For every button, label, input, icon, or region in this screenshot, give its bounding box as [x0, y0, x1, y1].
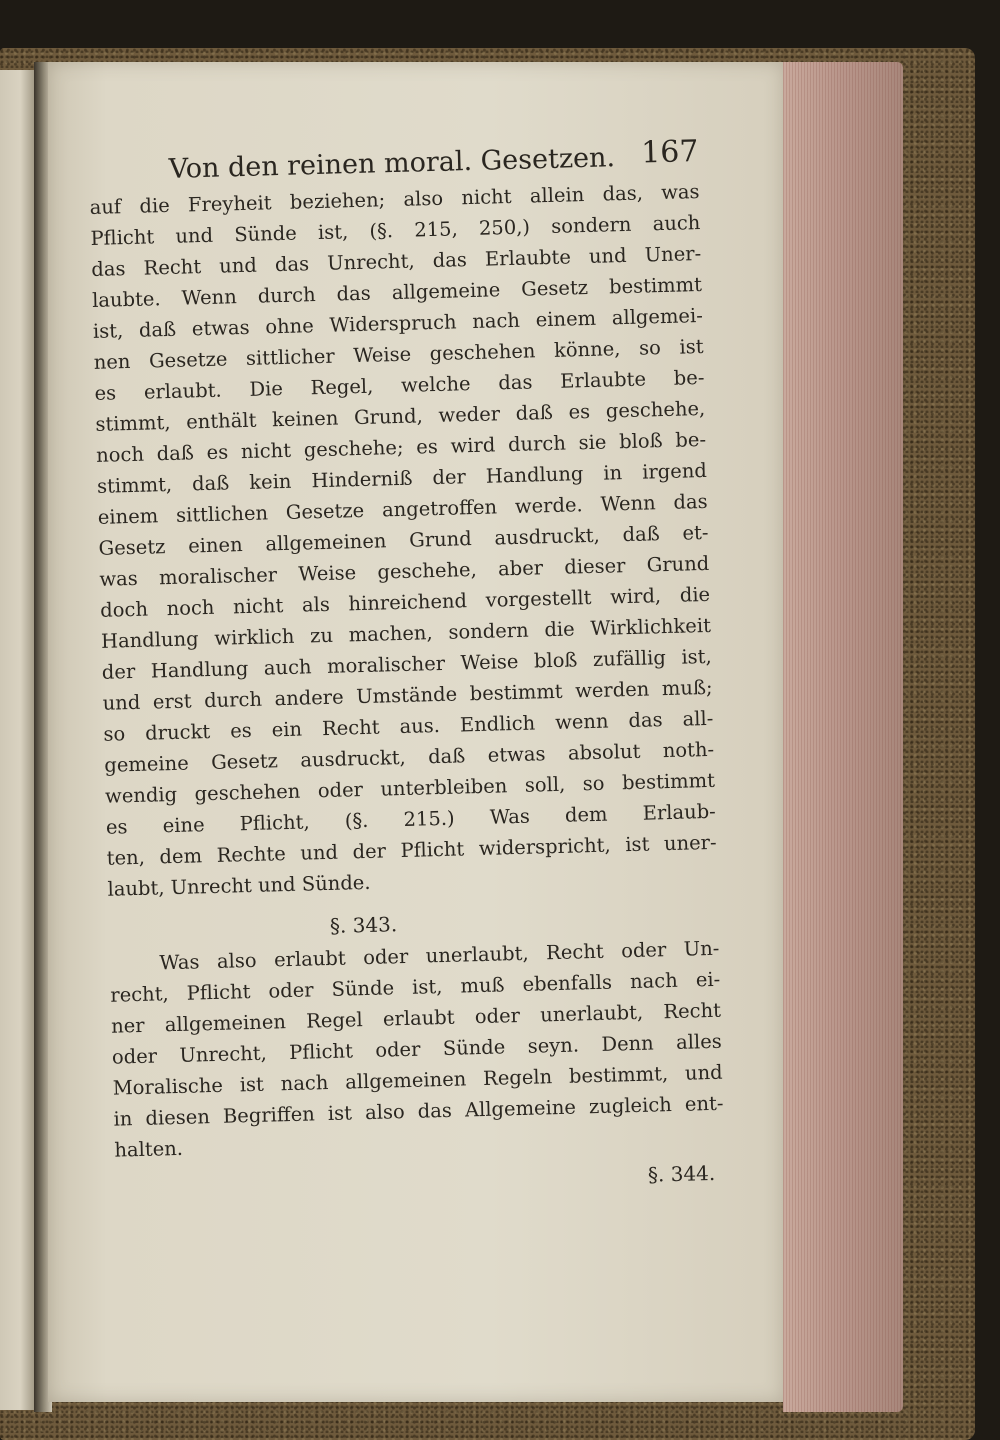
text-line: oder Unrecht, Pflicht oder Sünde seyn. Denn alles	[111, 1029, 723, 1069]
text-line: Pflicht und Sünde ist, (§. 215, 250,) sondern auch	[90, 211, 701, 250]
text-line: es erlaubt. Die Regel, welche das Erlaubte be-	[94, 365, 705, 405]
text-line: das Recht und das Unrecht, das Erlaubte und Uner-	[91, 241, 702, 281]
page-edges	[783, 62, 903, 1412]
text-line: ten, dem Rechte und der Pflicht widerspricht, ist uner-	[106, 830, 717, 870]
text-line: laubte. Wenn durch das allgemeine Gesetz bestimmt	[91, 272, 703, 312]
facing-page-edge	[0, 70, 36, 1410]
text-line: der Handlung auch moralischer Weise bloß zufällig ist,	[101, 644, 712, 684]
paragraph-1	[89, 176, 717, 905]
text-line: stimmt, enthält keinen Grund, weder daß es geschehe,	[95, 396, 706, 436]
text-line: laubt, Unrecht und Sünde.	[107, 870, 371, 901]
catchword: §. 344.	[647, 1160, 716, 1187]
text-line: Gesetz einen allgemeinen Grund ausdruckt, daß et-	[98, 520, 709, 560]
text-line: noch daß es nicht geschehe; es wird durch sie bloß be-	[95, 427, 707, 467]
text-line: auf die Freyheit beziehen; also nicht allein das, was	[89, 180, 700, 219]
text-line: stimmt, daß kein Hinderniß der Handlung in irgend	[96, 458, 708, 498]
text-line: nen Gesetze sittlicher Weise geschehen könne, so ist	[93, 334, 704, 374]
text-line: es eine Pflicht, (§. 215.) Was dem Erlaub-	[105, 799, 717, 839]
text-line: halten.	[114, 1136, 184, 1162]
text-line: ner allgemeinen Regel erlaubt oder unerlaubt, Recht	[110, 998, 722, 1038]
text-line: wendig geschehen oder unterbleiben soll, so bestimmt	[104, 768, 716, 808]
book-page	[48, 62, 783, 1402]
text-line: Handlung wirklich zu machen, sondern die Wirklichkeit	[100, 613, 712, 653]
text-line: recht, Pflicht oder Sünde ist, muß ebenfalls nach ei-	[110, 967, 721, 1007]
text-line: in diesen Begriffen ist also das Allgemeine zugleich ent-	[113, 1091, 724, 1131]
paragraph-2	[109, 933, 724, 1166]
section-heading: §. 343.	[329, 912, 398, 938]
text-line: gemeine Gesetz ausdruckt, daß etwas absolut noth-	[104, 737, 715, 777]
text-line: Moralische ist nach allgemeinen Regeln bestimmt, und	[112, 1060, 723, 1100]
page-number: 167	[640, 134, 699, 171]
text-line: Was also erlaubt oder unerlaubt, Recht oder Un-	[159, 936, 720, 975]
text-line: und erst durch andere Umstände bestimmt werden muß;	[102, 675, 713, 715]
page-text	[88, 126, 726, 1210]
text-line: so druckt es ein Recht aus. Endlich wenn das all-	[103, 706, 714, 746]
text-line: einem sittlichen Gesetze angetroffen werde. Wenn das	[97, 489, 708, 529]
text-line: was moralischer Weise geschehe, aber dieser Grund	[99, 551, 710, 591]
running-head: Von den reinen moral. Gesetzen.	[168, 142, 616, 185]
text-line: ist, daß etwas ohne Widerspruch nach einem allgemei-	[92, 303, 704, 343]
text-line: doch noch nicht als hinreichend vorgestellt wird, die	[99, 582, 711, 622]
